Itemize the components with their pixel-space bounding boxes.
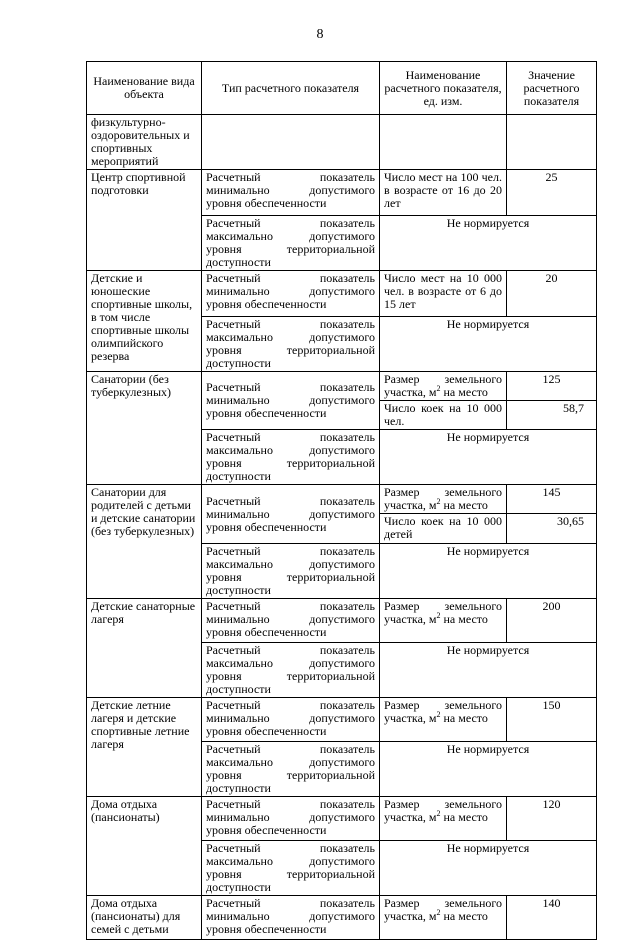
table-row (87, 170, 597, 216)
area-suffix: на место (440, 498, 488, 512)
table-row (87, 372, 597, 401)
indicator-value: 150 (507, 698, 597, 742)
area-label: Размер земельного участка, м (384, 372, 502, 399)
indicator-value (507, 115, 597, 170)
not-normed: Не нормируется (380, 643, 597, 698)
indicator-value: 20 (507, 271, 597, 317)
header-value: Значение расчетного показателя (507, 62, 597, 115)
header-object: Наименование вида объекта (87, 62, 202, 115)
indicator-type: Расчетный показатель максимально допустимого уровня территориальной доступности (202, 841, 380, 896)
indicator-unit (380, 599, 507, 643)
area-label: Размер земельного участка, м (384, 797, 502, 824)
indicator-type: Расчетный показатель минимально допустимого уровня обеспеченности (202, 271, 380, 317)
not-normed: Не нормируется (380, 430, 597, 485)
indicator-unit: Число мест на 100 чел. в возрасте от 16 до 20 лет (380, 170, 507, 216)
area-label: Размер земельного участка, м (384, 698, 502, 725)
object-name: Детские санаторные лагеря (87, 599, 202, 698)
object-name: Дома отдыха (пансионаты) (87, 797, 202, 896)
object-name: физкультурно-оздоровительных и спортивных мероприятий (87, 115, 202, 170)
header-type: Тип расчетного показателя (202, 62, 380, 115)
not-normed: Не нормируется (380, 841, 597, 896)
indicator-unit: Число коек на 10 000 детей (380, 514, 507, 544)
table-row (87, 698, 597, 742)
indicator-type: Расчетный показатель максимально допустимого уровня территориальной доступности (202, 317, 380, 372)
indicator-value: 120 (507, 797, 597, 841)
indicators-table (86, 61, 597, 940)
table-header-row (87, 62, 597, 115)
indicator-type (202, 115, 380, 170)
indicator-unit (380, 115, 507, 170)
not-normed: Не нормируется (380, 216, 597, 271)
area-label: Размер земельного участка, м (384, 599, 502, 626)
page-number: 8 (316, 27, 324, 42)
indicator-value: 145 (507, 485, 597, 514)
table-row (87, 599, 597, 643)
indicator-type: Расчетный показатель минимально допустимого уровня обеспеченности (202, 170, 380, 216)
not-normed: Не нормируется (380, 742, 597, 797)
area-superscript: 2 (436, 611, 441, 620)
indicator-value: 140 (507, 896, 597, 940)
table-row (87, 115, 597, 170)
indicator-type: Расчетный показатель минимально допустимого уровня обеспеченности (202, 485, 380, 544)
area-suffix: на место (440, 385, 488, 399)
indicator-type: Расчетный показатель максимально допустимого уровня территориальной доступности (202, 544, 380, 599)
indicator-unit (380, 485, 507, 514)
area-suffix: на место (440, 612, 488, 626)
object-name: Санатории для родителей с детьми и детские санатории (без туберкулезных) (87, 485, 202, 599)
area-suffix: на место (440, 711, 488, 725)
object-name: Дома отдыха (пансионаты) для семей с детьми (87, 896, 202, 940)
indicator-type: Расчетный показатель минимально допустимого уровня обеспеченности (202, 698, 380, 742)
table-row (87, 797, 597, 841)
object-name: Санатории (без туберкулезных) (87, 372, 202, 485)
table-row (87, 271, 597, 317)
area-label: Размер земельного участка, м (384, 896, 502, 923)
area-superscript: 2 (436, 809, 441, 818)
indicator-type: Расчетный показатель максимально допустимого уровня территориальной доступности (202, 430, 380, 485)
indicator-unit: Число коек на 10 000 чел. (380, 401, 507, 430)
indicator-type: Расчетный показатель максимально допустимого уровня территориальной доступности (202, 742, 380, 797)
area-suffix: на место (440, 909, 488, 923)
not-normed: Не нормируется (380, 544, 597, 599)
indicator-type: Расчетный показатель минимально допустимого уровня обеспеченности (202, 372, 380, 430)
indicator-unit (380, 797, 507, 841)
indicator-type: Расчетный показатель максимально допустимого уровня территориальной доступности (202, 216, 380, 271)
indicator-unit: Число мест на 10 000 чел. в возрасте от 6 до 15 лет (380, 271, 507, 317)
not-normed: Не нормируется (380, 317, 597, 372)
area-superscript: 2 (436, 497, 441, 506)
indicator-unit (380, 698, 507, 742)
indicator-unit (380, 372, 507, 401)
area-suffix: на место (440, 810, 488, 824)
indicator-unit (380, 896, 507, 940)
indicator-type: Расчетный показатель минимально допустимого уровня обеспеченности (202, 599, 380, 643)
indicator-type: Расчетный показатель максимально допустимого уровня территориальной доступности (202, 643, 380, 698)
object-name: Центр спортивной подготовки (87, 170, 202, 271)
area-superscript: 2 (436, 908, 441, 917)
header-unit: Наименование расчетного показателя, ед. изм. (380, 62, 507, 115)
table-row (87, 896, 597, 940)
indicator-value: 30,65 (507, 514, 597, 544)
object-name: Детские летние лагеря и детские спортивные летние лагеря (87, 698, 202, 797)
object-name: Детские и юношеские спортивные школы, в том числе спортивные школы олимпийского резерва (87, 271, 202, 372)
area-superscript: 2 (436, 710, 441, 719)
table-row (87, 485, 597, 514)
indicator-value: 25 (507, 170, 597, 216)
indicator-value: 58,7 (507, 401, 597, 430)
indicator-type: Расчетный показатель минимально допустимого уровня обеспеченности (202, 797, 380, 841)
area-label: Размер земельного участка, м (384, 485, 502, 512)
area-superscript: 2 (436, 384, 441, 393)
indicator-value: 200 (507, 599, 597, 643)
indicator-type: Расчетный показатель минимально допустимого уровня обеспеченности (202, 896, 380, 940)
indicator-value: 125 (507, 372, 597, 401)
